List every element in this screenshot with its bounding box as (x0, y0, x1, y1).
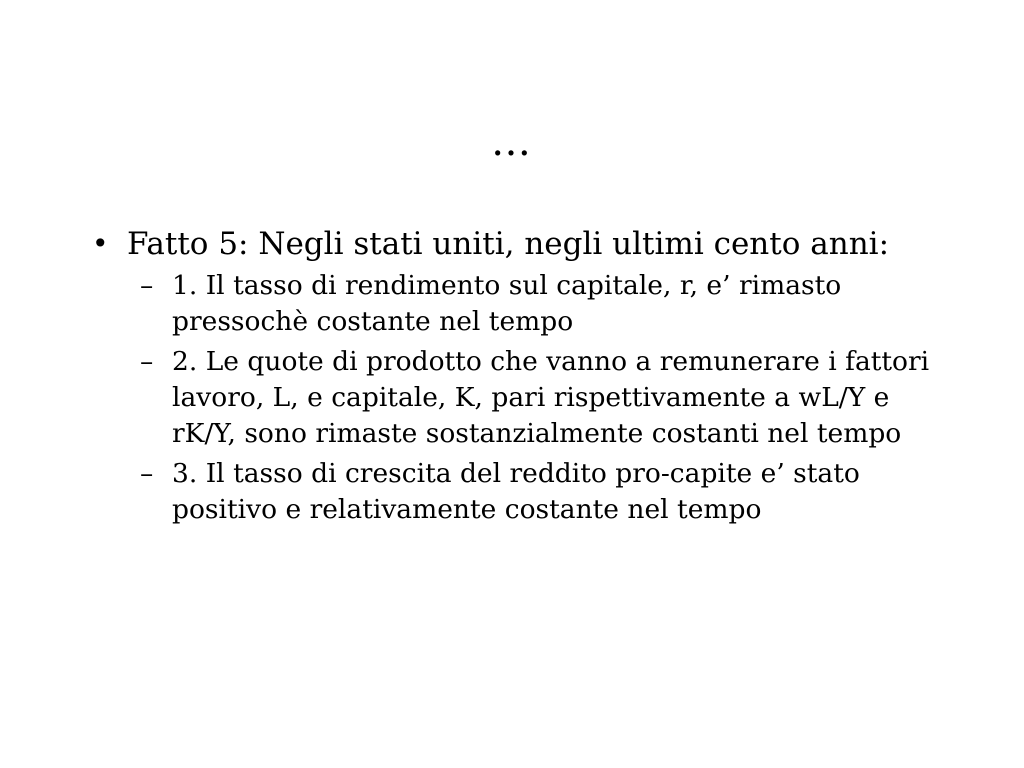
sub-bullet-item (92, 456, 942, 528)
bullet-text: Fatto 5: Negli stati uniti, negli ultimi cento anni: (127, 226, 890, 262)
sub-bullet-list (92, 268, 942, 528)
sub-bullet-text: 3. Il tasso di crescita del reddito pro-capite e’ stato positivo e relativamente costante nel tempo (172, 458, 860, 525)
sub-bullet-text: 2. Le quote di prodotto che vanno a remunerare i fattori lavoro, L, e capitale, K, pari rispettivamente a wL/Y e rK/Y, sono rimaste sostanzialmente costanti nel tempo (172, 346, 930, 449)
bullet-item (92, 226, 942, 262)
bullet-marker: • (92, 227, 109, 260)
sub-bullet-text: 1. Il tasso di rendimento sul capitale, r, e’ rimasto pressochè costante nel tempo (172, 270, 842, 337)
slide-content (92, 226, 942, 532)
sub-bullet-item (92, 268, 942, 340)
dash-marker: – (140, 458, 154, 489)
slide-title: … (491, 119, 533, 165)
dash-marker: – (140, 346, 154, 377)
dash-marker: – (140, 270, 154, 301)
sub-bullet-item (92, 344, 942, 452)
